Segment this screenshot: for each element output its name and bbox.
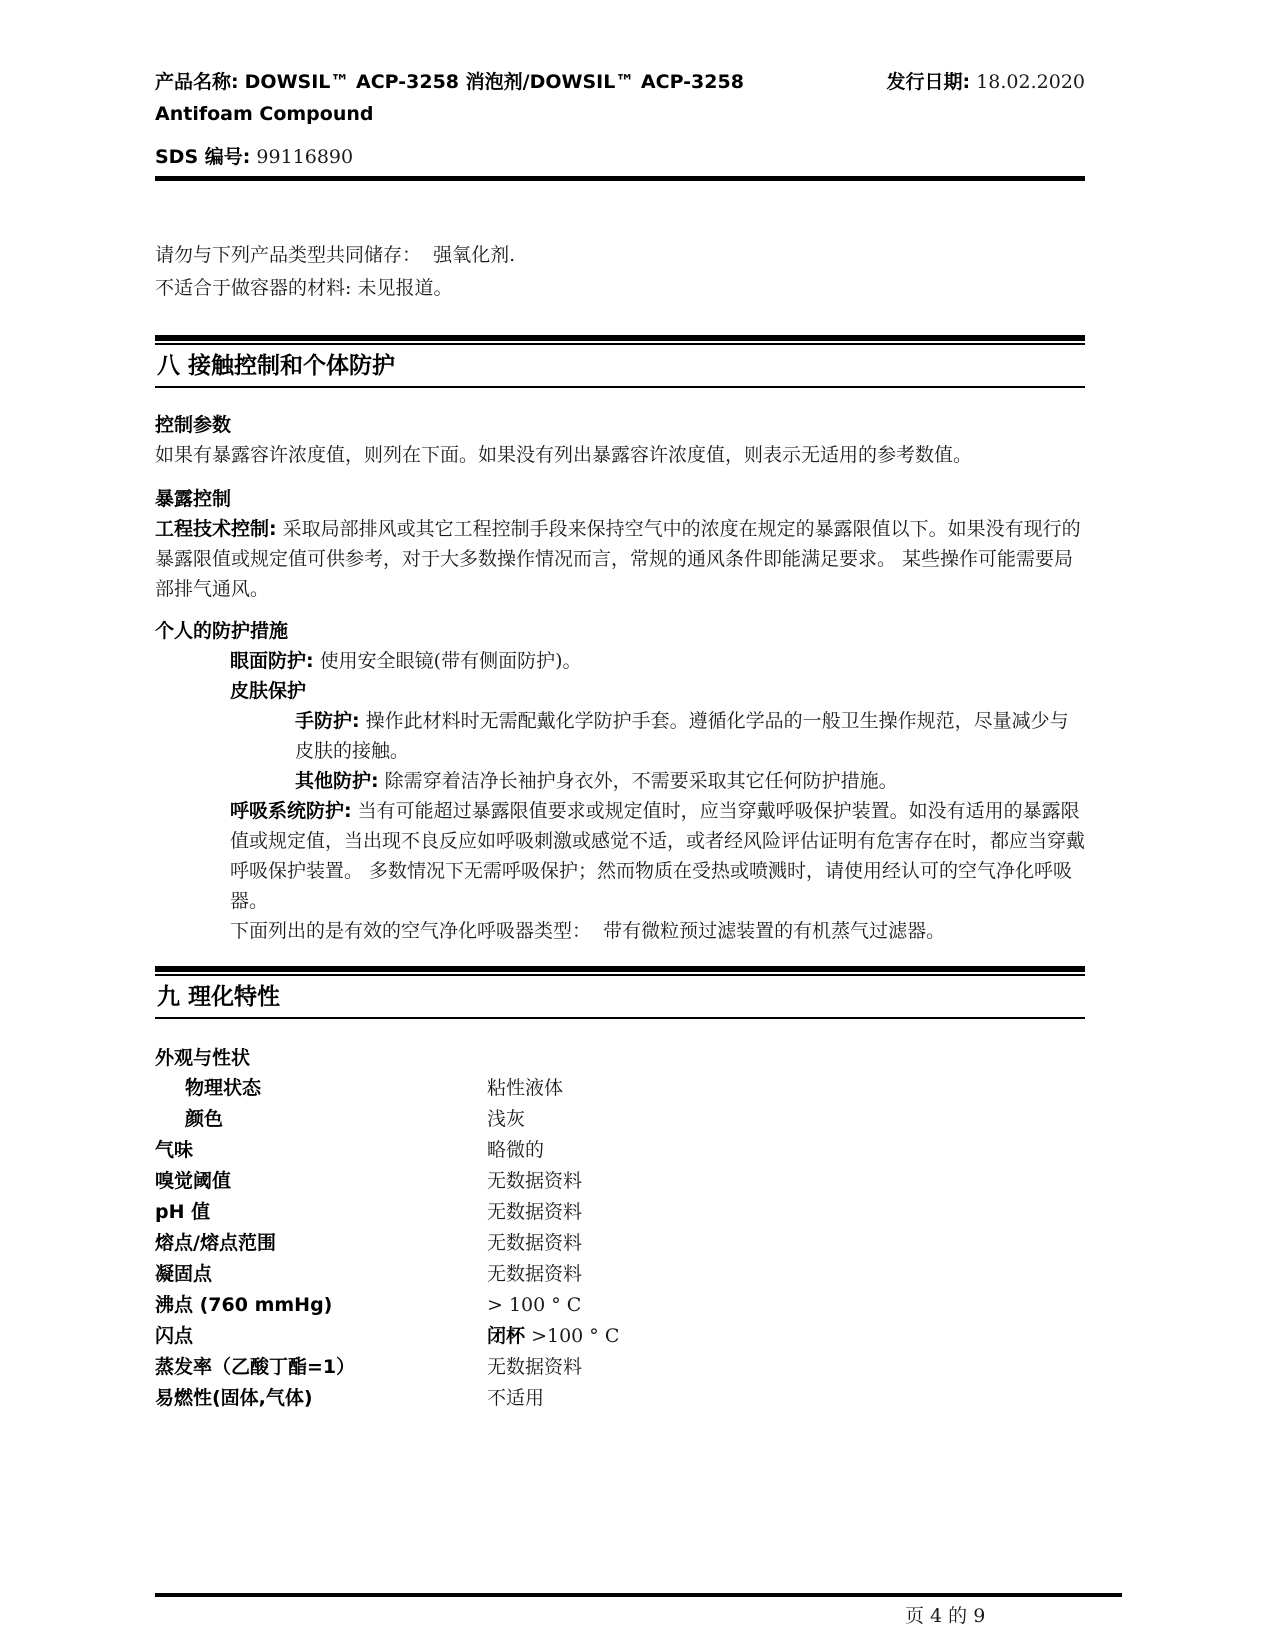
document-header — [155, 66, 1085, 130]
property-label: 颜色 — [185, 1108, 224, 1130]
eye-protection-line — [155, 646, 1085, 676]
page-number: 页 4 的 9 — [905, 1605, 986, 1627]
property-row — [155, 1290, 1085, 1321]
sds-number-label: SDS 编号: — [155, 146, 251, 168]
other-protection-label: 其他防护: — [295, 770, 379, 792]
property-value-text: >100 ° C — [531, 1325, 620, 1347]
property-value: 无数据资料 — [487, 1263, 583, 1285]
section8-top-bar — [155, 335, 1085, 341]
personal-protection-heading: 个人的防护措施 — [155, 620, 289, 642]
issue-date-value: 18.02.2020 — [976, 71, 1085, 93]
section9-top-bar — [155, 966, 1085, 972]
property-label: 易燃性(固体,气体) — [155, 1387, 313, 1409]
property-value: 无数据资料 — [487, 1356, 583, 1378]
hand-protection-text: 操作此材料时无需配戴化学防护手套。遵循化学品的一般卫生操作规范，尽量减少与皮肤的接触。 — [295, 710, 1069, 762]
property-row — [155, 1383, 1085, 1414]
property-row — [155, 1197, 1085, 1228]
appearance-heading: 外观与性状 — [155, 1047, 251, 1069]
hand-protection-label: 手防护: — [295, 710, 360, 732]
property-row — [155, 1259, 1085, 1290]
property-label: 物理状态 — [185, 1077, 262, 1099]
property-value — [487, 1321, 1085, 1352]
property-label: 闪点 — [155, 1325, 194, 1347]
exposure-control-heading: 暴露控制 — [155, 488, 232, 510]
respiratory-protection-text: 当有可能超过暴露限值要求或规定值时，应当穿戴呼吸保护装置。如没有适用的暴露限值或规定值，当出现不良反应如呼吸刺激或感觉不适，或者经风险评估证明有危害存在时，都应当穿戴呼吸保护装置。 多数情况下无需呼吸保护；然而物质在受热或喷溅时，请使用经认可的空气净化呼吸器。 — [230, 800, 1086, 912]
sds-number-value: 99116890 — [256, 146, 354, 168]
property-label: 凝固点 — [155, 1263, 213, 1285]
engineering-controls-text: 采取局部排风或其它工程控制手段来保持空气中的浓度在规定的暴露限值以下。如果没有现行的暴露限值或规定值可供参考，对于大多数操作情况而言，常规的通风条件即能满足要求。 某些操作可能需要局部排气通风。 — [155, 518, 1081, 600]
engineering-controls-paragraph — [155, 514, 1085, 604]
property-row — [155, 1104, 1085, 1135]
property-row — [155, 1228, 1085, 1259]
control-parameters-text: 如果有暴露容许浓度值，则列在下面。如果没有列出暴露容许浓度值，则表示无适用的参考数值。 — [155, 444, 973, 466]
property-row — [155, 1352, 1085, 1383]
section8-title: 八 接触控制和个体防护 — [157, 353, 396, 379]
hand-protection-paragraph — [155, 706, 1085, 766]
property-value: 无数据资料 — [487, 1170, 583, 1192]
section9-title: 九 理化特性 — [157, 984, 281, 1010]
property-row — [155, 1135, 1085, 1166]
eye-protection-label: 眼面防护: — [230, 650, 314, 672]
engineering-controls-label: 工程技术控制: — [155, 518, 277, 540]
issue-date-block — [887, 66, 1085, 98]
property-label: 嗅觉阈值 — [155, 1170, 232, 1192]
property-row — [155, 1073, 1085, 1104]
property-label: pH 值 — [155, 1201, 211, 1223]
sds-number-block — [155, 142, 1085, 172]
property-value: > 100 ° C — [487, 1294, 582, 1316]
section9-bottom-rule — [155, 1017, 1085, 1019]
property-label: 熔点/熔点范围 — [155, 1232, 276, 1254]
skin-protection-heading: 皮肤保护 — [230, 680, 307, 702]
storage-incompatibility-note: 请勿与下列产品类型共同储存： 强氧化剂. — [155, 244, 516, 266]
property-row — [155, 1166, 1085, 1197]
property-value: 粘性液体 — [487, 1077, 564, 1099]
control-parameters-heading: 控制参数 — [155, 414, 232, 436]
other-protection-text: 除需穿着洁净长袖护身衣外，不需要采取其它任何防护措施。 — [384, 770, 898, 792]
property-value-bold-prefix: 闭杯 — [487, 1325, 526, 1347]
property-value: 无数据资料 — [487, 1201, 583, 1223]
container-material-note: 不适合于做容器的材料: 未见报道。 — [155, 277, 453, 299]
property-value: 略微的 — [487, 1139, 545, 1161]
respiratory-protection-paragraph — [155, 796, 1085, 916]
section8-header — [155, 335, 1085, 388]
footer-divider — [155, 1593, 1122, 1597]
section8-bottom-rule — [155, 386, 1085, 388]
section9-header — [155, 966, 1085, 1019]
product-name-value: DOWSIL™ ACP-3258 消泡剂/DOWSIL™ ACP-3258 Antifoam Compound — [155, 71, 751, 125]
product-name-block — [155, 66, 845, 130]
property-value: 无数据资料 — [487, 1232, 583, 1254]
product-name-label: 产品名称: — [155, 71, 239, 93]
property-label: 蒸发率（乙酸丁酯=1） — [155, 1356, 356, 1378]
respirator-types-note: 下面列出的是有效的空气净化呼吸器类型： 带有微粒预过滤装置的有机蒸气过滤器。 — [230, 920, 946, 942]
other-protection-line — [155, 766, 1085, 796]
properties-table — [155, 1073, 1085, 1414]
eye-protection-text: 使用安全眼镜(带有侧面防护)。 — [319, 650, 582, 672]
property-value: 不适用 — [487, 1387, 545, 1409]
property-value: 浅灰 — [487, 1108, 526, 1130]
header-divider — [155, 176, 1085, 181]
respiratory-protection-label: 呼吸系统防护: — [230, 800, 352, 822]
page-footer — [155, 1593, 1122, 1630]
issue-date-label: 发行日期: — [886, 71, 971, 93]
storage-notes — [155, 239, 1085, 305]
property-label: 气味 — [155, 1139, 194, 1161]
property-label: 沸点 (760 mmHg) — [155, 1294, 333, 1316]
property-row — [155, 1321, 1085, 1352]
